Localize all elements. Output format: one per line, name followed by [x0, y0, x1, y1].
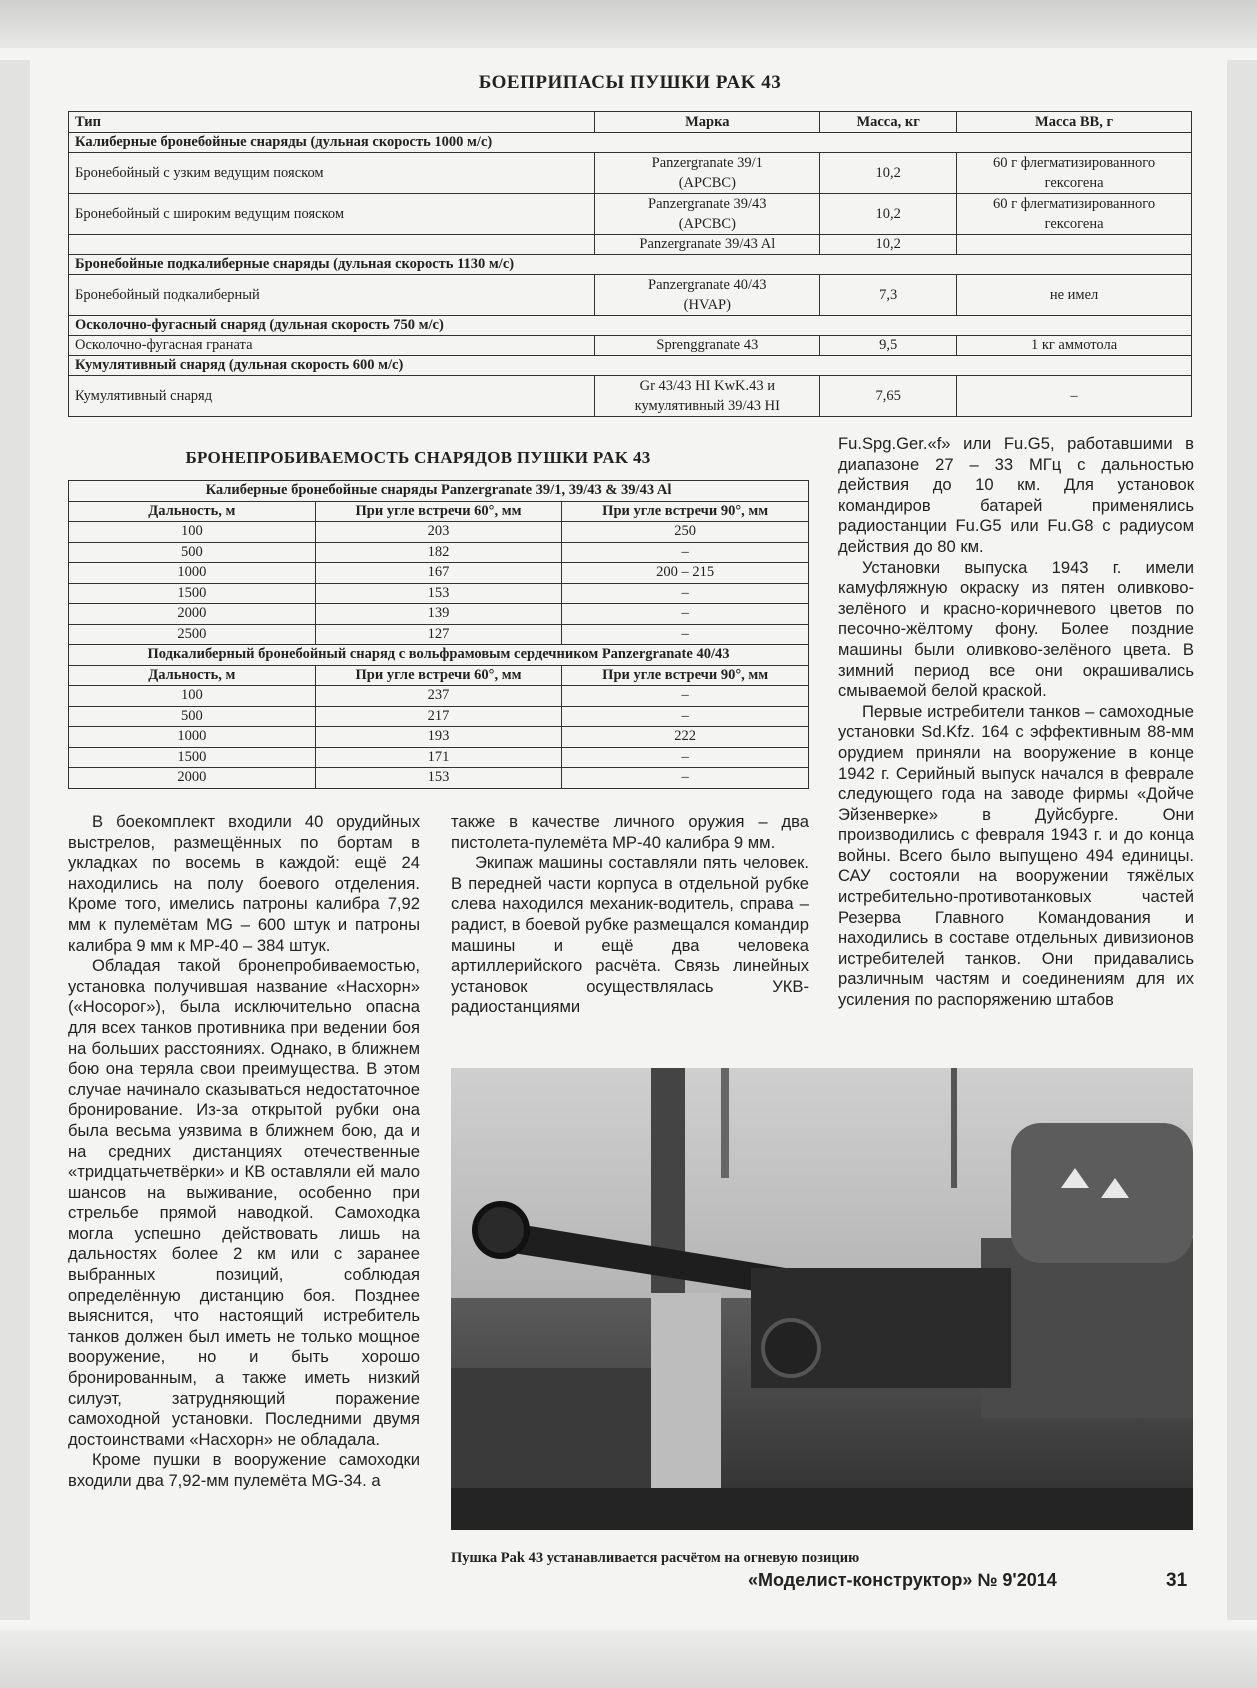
pak43-photo	[451, 1068, 1193, 1530]
pen60-cell: 237	[315, 686, 562, 707]
penetration-header-60: При угле встречи 60°, мм	[315, 665, 562, 686]
ammo-mass-cell: 10,2	[820, 153, 957, 194]
penetration-row	[69, 706, 809, 727]
ammo-header-mark: Марка	[595, 112, 820, 133]
article-column-1	[68, 812, 420, 1492]
pen60-cell: 182	[315, 542, 562, 563]
ammo-mass-cell: 9,5	[820, 336, 957, 356]
penetration-header-60: При угле встречи 60°, мм	[315, 501, 562, 522]
paragraph: Экипаж машины составляли пять человек. В передней части корпуса в отдельной рубке слева находился механик-водитель, справа – радист, в боевой рубке размещался командир машины и ещё два человека артиллерийского расчёта. Связь линейных установок осуществлялась УКВ-радиостанциями	[451, 853, 809, 1017]
ammo-header-mass: Масса, кг	[820, 112, 957, 133]
ammo-mark-cell	[595, 376, 820, 417]
penetration-row	[69, 604, 809, 625]
penetration-section-row	[69, 481, 809, 502]
ammo-explosive-cell: 1 кг аммотола	[957, 336, 1192, 356]
pen60-cell: 127	[315, 624, 562, 645]
penetration-row	[69, 686, 809, 707]
penetration-row	[69, 522, 809, 543]
ammo-mark-cell: Panzergranate 39/43 Al	[595, 235, 820, 255]
ammo-table	[68, 111, 1192, 417]
paragraph: Первые истребители танков – самоходные установки Sd.Kfz. 164 с эффективным 88-мм орудием приняли на вооружение в конце 1942 г. Серийный выпуск начался в феврале следующего года на заводе фирмы «Дойче Эйзенверке» в Дуйсбурге. Они производились с февраля 1943 г. и до конца войны. Всего было выпущено 494 единицы. САУ состояли на вооружении тяжёлых истребительно-противотанковых частей Резерва Главного Командования и находились в составе отдельных дивизионов истребителей танков. Они придавались различным частям и соединениям для их усиления по распоряжению штабов	[838, 701, 1194, 1010]
pen90-cell: –	[562, 706, 809, 727]
article-column-2	[451, 812, 809, 1018]
paragraph: Fu.Spg.Ger.«f» или Fu.G5, работавшими в диапазоне 27 – 33 МГц с дальностью действия до 10 км. Для установок командиров батарей применялись радиостанции Fu.G5 или Fu.G8 с радиусом действия до 80 км.	[838, 434, 1194, 556]
penetration-table-title: БРОНЕПРОБИВАЕМОСТЬ СНАРЯДОВ ПУШКИ PAK 43	[185, 448, 651, 467]
mark-line: Panzergranate 39/43	[648, 196, 767, 212]
pen90-cell: –	[562, 747, 809, 768]
ammo-table-title: БОЕПРИПАСЫ ПУШКИ PAK 43	[478, 72, 782, 93]
range-cell: 1500	[69, 747, 316, 768]
range-cell: 1000	[69, 727, 316, 748]
paragraph: также в качестве личного оружия – два пистолета-пулемёта МР-40 калибра 9 мм.	[451, 812, 809, 852]
penetration-header-row	[69, 501, 809, 522]
ammo-explosive-cell	[957, 235, 1192, 255]
mark-line: Gr 43/43 HI KwK.43 и	[639, 378, 776, 394]
ammo-type-cell: Бронебойный подкалиберный	[69, 275, 595, 316]
range-cell: 100	[69, 522, 316, 543]
penetration-row	[69, 768, 809, 789]
explosive-line: 60 г флегматизированного	[993, 196, 1156, 212]
ammo-mass-cell: 7,65	[820, 376, 957, 417]
pen90-cell: 200 – 215	[562, 563, 809, 584]
range-cell: 100	[69, 686, 316, 707]
mark-line: (APCBC)	[678, 216, 736, 232]
penetration-row	[69, 624, 809, 645]
page-number: 31	[1166, 1570, 1188, 1591]
pen90-cell: –	[562, 624, 809, 645]
pen60-cell: 167	[315, 563, 562, 584]
scan-left-edge	[0, 60, 30, 1620]
range-cell: 2000	[69, 768, 316, 789]
mark-line: Panzergranate 39/1	[651, 155, 763, 171]
penetration-header-range: Дальность, м	[69, 501, 316, 522]
explosive-line: гексогена	[1044, 216, 1104, 232]
ammo-type-cell: Бронебойный с узким ведущим пояском	[69, 153, 595, 194]
range-cell: 500	[69, 542, 316, 563]
ammo-mass-cell: 7,3	[820, 275, 957, 316]
range-cell: 2500	[69, 624, 316, 645]
ammo-section-row	[69, 356, 1192, 376]
ammo-mass-cell: 10,2	[820, 235, 957, 255]
ammo-section-title: Осколочно-фугасный снаряд (дульная скорость 750 м/с)	[69, 316, 1192, 336]
paragraph: Обладая такой бронепробиваемостью, установка получившая название «Насхорн» («Носорог»), была исключительно опасна для всех танков противника при ведении боя на больших расстояниях. Однако, в ближнем бою она теряла свои преимущества. В этом случае начинало сказываться недостаточное бронирование. Из-за открытой рубки она была весьма уязвима в ближнем бою, да и на средних дистанциях отечественные «тридцатьчетвёрки» и КВ оставляли ей мало шансов на выживание, особенно при стрельбе прямой наводкой. Самоходка могла успешно действовать лишь на дальностях более 2 км или с заранее выбранных позиций, соблюдая определённую дистанцию боя. Позднее выяснится, что настоящий истребитель танков должен был иметь не только мощное вооружение, но и быть хорошо бронированным, а также иметь низкий силуэт, затрудняющий поражение самоходной установки. Последними двумя достоинствами «Насхорн» не обладала.	[68, 956, 420, 1449]
penetration-row	[69, 727, 809, 748]
range-cell: 500	[69, 706, 316, 727]
explosive-line: гексогена	[1044, 175, 1104, 191]
penetration-section-row	[69, 645, 809, 666]
ammo-row	[69, 194, 1192, 235]
ammo-header-row	[69, 112, 1192, 133]
ammo-section-row	[69, 255, 1192, 275]
penetration-section-title: Подкалиберный бронебойный снаряд с вольфрамовым сердечником Panzergranate 40/43	[69, 645, 809, 666]
ammo-row	[69, 153, 1192, 194]
ammo-header-type: Тип	[69, 112, 595, 133]
pen90-cell: –	[562, 542, 809, 563]
explosive-line: 60 г флегматизированного	[993, 155, 1156, 171]
paragraph: В боекомплект входили 40 орудийных выстрелов, размещённых по бортам в укладках по восемь в каждой: ещё 24 находились на полу боевого отделения. Кроме того, имелись патроны калибра 7,92 мм к пулемётам MG – 600 штук и патроны калибра 9 мм к МР-40 – 384 штук.	[68, 812, 420, 955]
pen60-cell: 203	[315, 522, 562, 543]
pen90-cell: –	[562, 768, 809, 789]
penetration-header-range: Дальность, м	[69, 665, 316, 686]
paragraph: Кроме пушки в вооружение самоходки входили два 7,92-мм пулемёта MG-34. а	[68, 1450, 420, 1490]
ammo-mark-cell	[595, 194, 820, 235]
ammo-section-title: Бронебойные подкалиберные снаряды (дульная скорость 1130 м/с)	[69, 255, 1192, 275]
pen90-cell: 250	[562, 522, 809, 543]
article-column-3	[838, 434, 1194, 1011]
ammo-type-cell	[69, 235, 595, 255]
scan-bottom-edge	[0, 1630, 1257, 1688]
pen90-cell: –	[562, 583, 809, 604]
penetration-header-90: При угле встречи 90°, мм	[562, 665, 809, 686]
penetration-header-90: При угле встречи 90°, мм	[562, 501, 809, 522]
range-cell: 1000	[69, 563, 316, 584]
pen90-cell: –	[562, 604, 809, 625]
mark-line: Panzergranate 40/43	[648, 277, 767, 293]
ammo-section-title: Кумулятивный снаряд (дульная скорость 600 м/с)	[69, 356, 1192, 376]
paragraph: Установки выпуска 1943 г. имели камуфляжную окраску из пятен оливково-зелёного и красно-коричневого цветов по песочно-жёлтому фону. Более поздние машины были оливково-зелёного цвета. В зимний период все они окрашивались смываемой белой краской.	[838, 557, 1194, 701]
ammo-row	[69, 235, 1192, 255]
ammo-header-explosive: Масса ВВ, г	[957, 112, 1192, 133]
penetration-section-title: Калиберные бронебойные снаряды Panzergranate 39/1, 39/43 & 39/43 Al	[69, 481, 809, 502]
ammo-mark-cell	[595, 153, 820, 194]
ammo-section-row	[69, 133, 1192, 153]
ammo-type-cell: Кумулятивный снаряд	[69, 376, 595, 417]
photo-illustration	[451, 1068, 1193, 1530]
ammo-section-row	[69, 316, 1192, 336]
pen90-cell: 222	[562, 727, 809, 748]
ammo-type-cell: Осколочно-фугасная граната	[69, 336, 595, 356]
ammo-mark-cell: Sprenggranate 43	[595, 336, 820, 356]
pen60-cell: 153	[315, 768, 562, 789]
ammo-explosive-cell: –	[957, 376, 1192, 417]
penetration-table	[68, 480, 809, 789]
pen60-cell: 153	[315, 583, 562, 604]
photo-caption: Пушка Pak 43 устанавливается расчётом на огневую позицию	[451, 1550, 860, 1566]
mark-line: (HVAP)	[683, 297, 731, 313]
ammo-explosive-cell: не имел	[957, 275, 1192, 316]
pen60-cell: 217	[315, 706, 562, 727]
penetration-row	[69, 747, 809, 768]
ammo-type-cell: Бронебойный с широким ведущим пояском	[69, 194, 595, 235]
pen60-cell: 139	[315, 604, 562, 625]
mark-line: кумулятивный 39/43 HI	[634, 398, 780, 414]
penetration-row	[69, 542, 809, 563]
ammo-explosive-cell	[957, 194, 1192, 235]
penetration-row	[69, 583, 809, 604]
ammo-mark-cell	[595, 275, 820, 316]
journal-name: «Моделист-конструктор» № 9'2014	[748, 1570, 1057, 1590]
ammo-mass-cell: 10,2	[820, 194, 957, 235]
ammo-explosive-cell	[957, 153, 1192, 194]
ammo-row	[69, 376, 1192, 417]
penetration-row	[69, 563, 809, 584]
range-cell: 1500	[69, 583, 316, 604]
pen60-cell: 171	[315, 747, 562, 768]
mark-line: (APCBC)	[678, 175, 736, 191]
pen90-cell: –	[562, 686, 809, 707]
scan-top-edge	[0, 0, 1257, 48]
range-cell: 2000	[69, 604, 316, 625]
scan-right-edge	[1227, 60, 1257, 1620]
ammo-row	[69, 336, 1192, 356]
penetration-header-row	[69, 665, 809, 686]
ammo-section-title: Калиберные бронебойные снаряды (дульная скорость 1000 м/с)	[69, 133, 1192, 153]
pen60-cell: 193	[315, 727, 562, 748]
ammo-row	[69, 275, 1192, 316]
